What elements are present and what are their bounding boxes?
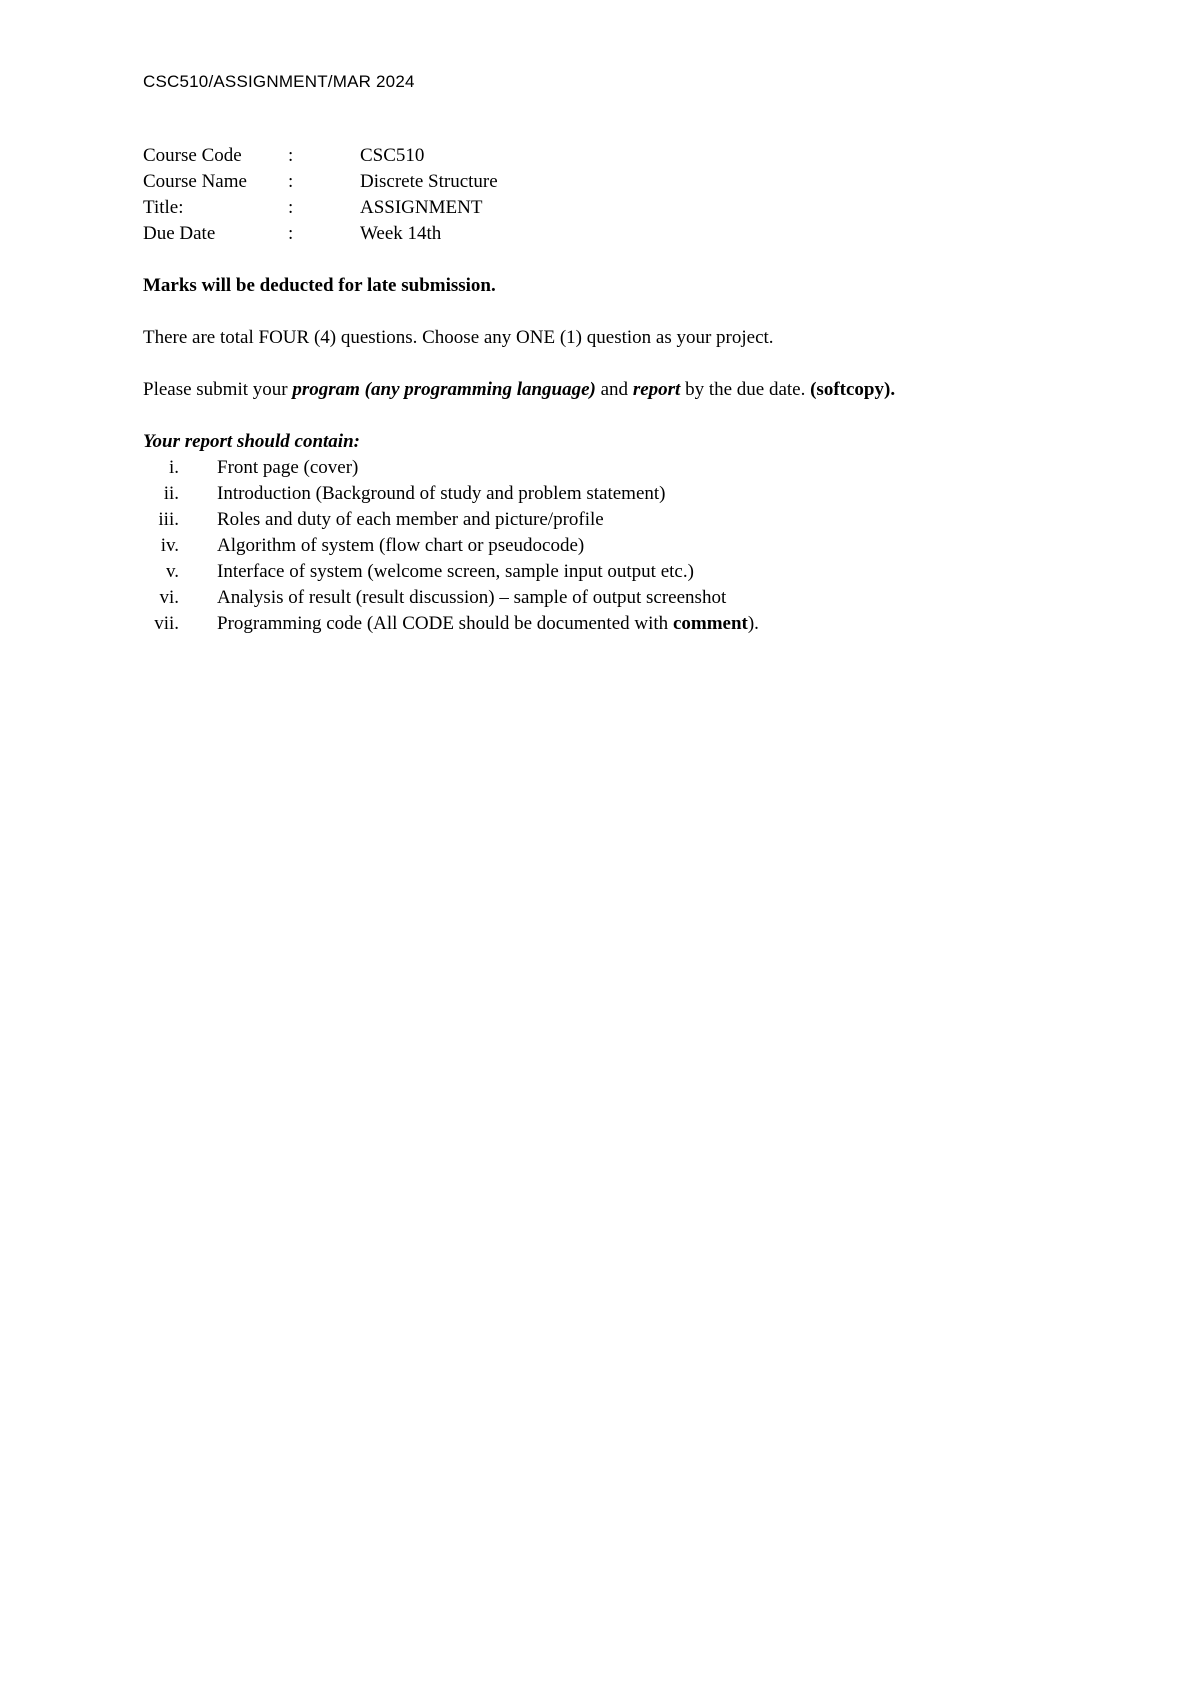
info-label: Course Name xyxy=(143,171,247,192)
late-submission-notice: Marks will be deducted for late submission. xyxy=(143,275,496,296)
submission-text: by the due date. xyxy=(680,379,811,400)
info-label: Due Date xyxy=(143,223,216,244)
report-contents-list xyxy=(143,455,1143,637)
list-item-number: ii. xyxy=(163,483,179,504)
list-item-text-end: ). xyxy=(747,613,759,634)
list-item-number: iv. xyxy=(160,535,179,556)
info-colon: : xyxy=(288,223,294,244)
submission-end: . xyxy=(890,379,896,400)
list-item-number: v. xyxy=(165,561,179,582)
list-item-text: Roles and duty of each member and picture/profile xyxy=(217,509,604,530)
info-colon: : xyxy=(288,171,294,192)
document-reference: CSC510/ASSIGNMENT/MAR 2024 xyxy=(143,72,415,91)
comment-emphasis: comment xyxy=(672,613,748,634)
softcopy-emphasis: (softcopy) xyxy=(810,379,891,400)
info-value: ASSIGNMENT xyxy=(360,197,483,218)
info-value: CSC510 xyxy=(360,145,425,166)
submission-paragraph xyxy=(143,377,895,403)
list-item xyxy=(143,533,1143,559)
list-item-text: Front page (cover) xyxy=(217,457,359,478)
report-heading: Your report should contain: xyxy=(143,431,360,452)
list-item-text: Interface of system (welcome screen, sample input output etc.) xyxy=(217,561,694,582)
list-item-text: Analysis of result (result discussion) – sample of output screenshot xyxy=(217,587,727,608)
list-item xyxy=(143,481,1143,507)
info-label: Course Code xyxy=(143,145,242,166)
submission-text: and xyxy=(595,379,633,400)
program-emphasis: program (any programming language) xyxy=(292,379,596,400)
submission-text: Please submit your xyxy=(143,379,293,400)
list-item-number: vii. xyxy=(154,613,179,634)
info-value: Discrete Structure xyxy=(360,171,498,192)
list-item-text: Introduction (Background of study and problem statement) xyxy=(217,483,666,504)
list-item xyxy=(143,585,1143,611)
info-value: Week 14th xyxy=(360,223,442,244)
list-item xyxy=(143,507,1143,533)
list-item xyxy=(143,611,1143,637)
list-item-text-part: Programming code (All CODE should be documented with xyxy=(217,613,673,634)
info-colon: : xyxy=(288,197,294,218)
info-label: Title: xyxy=(143,197,184,218)
list-item-text xyxy=(217,611,759,637)
info-colon: : xyxy=(288,145,294,166)
list-item-number: iii. xyxy=(158,509,179,530)
list-item-number: vi. xyxy=(159,587,179,608)
list-item-number: i. xyxy=(168,457,179,478)
list-item xyxy=(143,455,1143,481)
report-emphasis: report xyxy=(632,379,681,400)
list-item-text: Algorithm of system (flow chart or pseudocode) xyxy=(217,535,585,556)
questions-paragraph: There are total FOUR (4) questions. Choose any ONE (1) question as your project. xyxy=(143,327,774,348)
list-item xyxy=(143,559,1143,585)
